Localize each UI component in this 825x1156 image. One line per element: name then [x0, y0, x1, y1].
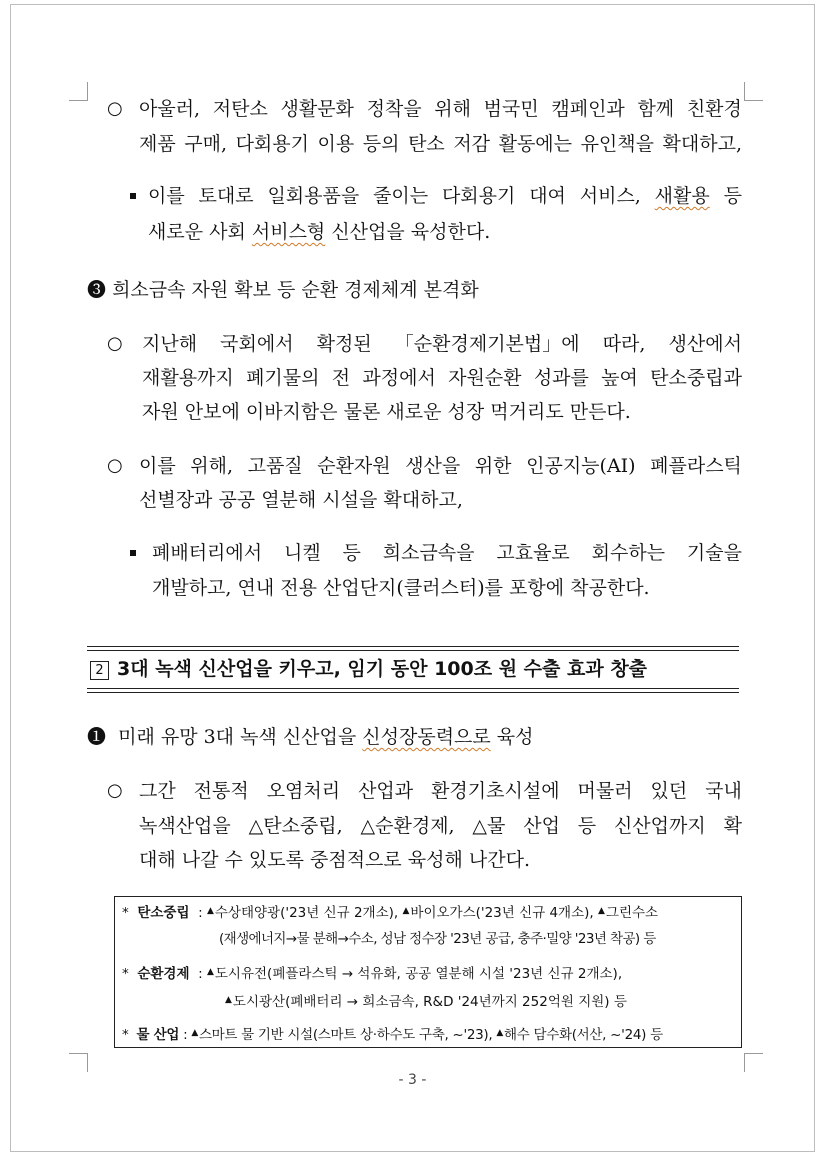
word: 등	[577, 815, 597, 837]
word: 희소금속을	[382, 542, 475, 564]
paragraph-line	[152, 539, 742, 567]
word: 지난해	[142, 333, 198, 355]
word: 국회에서	[220, 333, 294, 355]
word: 고효율로	[496, 542, 570, 564]
circle-bullet: ○	[107, 98, 123, 119]
note-carbon-cont: (재생에너지→물 분해→수소, 성남 정수장 '23년 공급, 충주·밀양 '23년 착공) 등	[219, 931, 656, 947]
word: 국내	[705, 780, 742, 802]
word: 저감	[453, 133, 491, 155]
word: 등	[342, 542, 361, 564]
word: 다회용기	[441, 185, 516, 207]
word: 산업과	[358, 780, 414, 802]
word: △탄소중립,	[248, 815, 343, 837]
crop-mark-bottom-left	[69, 1053, 88, 1072]
square-bullet	[130, 550, 136, 556]
word: 높여	[601, 367, 638, 389]
word: 등의	[362, 133, 400, 155]
note-box	[114, 896, 742, 1048]
word: 전통적	[193, 780, 249, 802]
word: 위해	[434, 98, 471, 120]
chapter-number: 2	[90, 661, 109, 680]
word: △순환경제,	[360, 815, 455, 837]
word: 환경기초시설에	[431, 780, 560, 802]
word: 녹색산업을	[139, 815, 231, 837]
square-bullet	[130, 193, 136, 199]
circle-bullet: ○	[107, 455, 123, 476]
word: 함께	[637, 98, 675, 120]
word: 과정에서	[362, 367, 436, 389]
word: 등	[723, 185, 742, 207]
divider	[87, 692, 739, 693]
paragraph-line: 개발하고, 연내 전용 산업단지(클러스터)를 포항에 착공한다.	[152, 577, 650, 599]
word: 재활용까지	[142, 367, 234, 389]
note-label: 순환경제	[137, 966, 190, 982]
word: 범국민	[483, 98, 539, 120]
section-heading: ❸ 희소금속 자원 확보 등 순환 경제체계 본격화	[87, 279, 479, 301]
triangle-icon: ▲	[402, 906, 410, 916]
word: 위한	[474, 455, 512, 477]
paragraph-line: 선별장과 공공 열분해 시설을 확대하고,	[139, 489, 463, 511]
word: 토대로	[198, 185, 254, 207]
paragraph-line	[142, 330, 742, 358]
circle-bullet: ○	[107, 780, 123, 801]
word: 성과를	[533, 367, 589, 389]
word: △물	[472, 815, 506, 837]
note-circular-cont: ▲도시광산(폐배터리 → 희소금속, R&D '24년까지 252억원 지원) 등	[225, 994, 627, 1010]
word: 전	[331, 367, 351, 389]
word: 그간	[139, 780, 176, 802]
number-badge: ❸	[87, 279, 107, 301]
word: 고품질	[247, 455, 303, 477]
word: 「순환경제기본법」에	[394, 333, 580, 355]
triangle-icon: ▲	[206, 906, 214, 916]
number-badge: ❶	[87, 726, 107, 748]
word: 다회용기	[235, 133, 309, 155]
word: 폐플라스틱	[650, 455, 742, 477]
word: 서비스,	[579, 185, 641, 207]
note-carbon: * 탄소중립 : ▲수상태양광('23년 신규 2개소), ▲바이오가스('23년 신규 4개소), ▲그린수소	[122, 905, 659, 921]
word: 기술을	[686, 542, 742, 564]
word: 이를	[139, 455, 176, 477]
word: 확정된	[316, 333, 372, 355]
spell-check-mark: 서비스형	[251, 221, 326, 243]
note-circular: * 순환경제 : ▲도시유전(폐플라스틱 → 석유화, 공공 열분해 시설 '23년 신규 2개소),	[122, 966, 623, 982]
word: 신산업까지	[613, 815, 706, 837]
crop-mark-top-right	[744, 82, 763, 101]
word: 정착을	[366, 98, 422, 120]
paragraph-line: 자원 안보에 이바지함은 물론 새로운 성장 먹거리도 만든다.	[142, 401, 631, 423]
divider	[87, 688, 739, 689]
chapter-heading: 2 3대 녹색 신산업을 키우고, 임기 동안 100조 원 수출 효과 창출	[90, 654, 647, 684]
page-number: - 3 -	[398, 1072, 427, 1088]
word: 일회용품을	[267, 185, 360, 207]
word: 위해,	[190, 455, 234, 477]
note-water: * 물 산업 : ▲스마트 물 기반 시설(스마트 상·하수도 구축, ~'23), ▲해수 담수화(서산, ~'24) 등	[122, 1027, 663, 1043]
paragraph-line	[139, 452, 742, 480]
word: 대여	[529, 185, 566, 207]
word: 확대하고,	[662, 133, 742, 155]
word: 이용	[317, 133, 355, 155]
divider	[87, 650, 739, 651]
word: 머물러	[577, 780, 633, 802]
paragraph-line	[139, 777, 742, 805]
word: 제품	[139, 133, 176, 155]
word: 있던	[650, 780, 688, 802]
divider	[87, 646, 739, 647]
word: 친환경	[686, 98, 742, 120]
paragraph-line	[139, 812, 742, 840]
triangle-icon: ▲	[496, 1028, 504, 1038]
paragraph-line: 대해 나갈 수 있도록 중점적으로 육성해 나간다.	[139, 849, 531, 871]
word: 자원순환	[448, 367, 522, 389]
word: 새활용	[654, 185, 710, 207]
word: 폐기물의	[246, 367, 320, 389]
paragraph-line	[148, 182, 742, 210]
circle-bullet: ○	[107, 333, 123, 354]
paragraph-line: 새로운 사회 서비스형 신산업을 육성한다.	[148, 221, 491, 243]
section-heading: ❶ 미래 유망 3대 녹색 신산업을 신성장동력으로 육성	[87, 726, 534, 748]
triangle-icon: ▲	[598, 906, 605, 916]
crop-mark-bottom-right	[744, 1053, 763, 1072]
word: 구매,	[184, 133, 228, 155]
word: 인공지능(AI)	[526, 455, 636, 477]
paragraph-line	[142, 364, 742, 392]
word: 따라,	[602, 333, 646, 355]
paragraph-line	[139, 95, 742, 123]
word: 활동에는	[498, 133, 573, 155]
word: 폐배터리에서	[152, 542, 263, 564]
crop-mark-top-left	[69, 82, 88, 101]
word: 탄소중립과	[650, 367, 742, 389]
word: 확	[723, 815, 742, 837]
word: 생산을	[405, 455, 461, 477]
paragraph-line	[139, 130, 742, 158]
word: 줄이는	[373, 185, 429, 207]
word: 오염처리	[266, 780, 341, 802]
note-label: 탄소중립	[137, 905, 190, 921]
triangle-icon: ▲	[206, 967, 214, 977]
word: 아울러,	[139, 98, 201, 120]
word: 저탄소	[212, 98, 268, 120]
word: 산업	[523, 815, 560, 837]
triangle-icon: ▲	[191, 1028, 198, 1038]
word: 유인책을	[580, 133, 654, 155]
word: 생산에서	[668, 333, 742, 355]
word: 생활문화	[280, 98, 354, 120]
spell-check-mark: 신성장동력으로	[362, 726, 491, 748]
word: 캠페인과	[551, 98, 625, 120]
word: 탄소	[408, 133, 445, 155]
note-label: 물 산업	[136, 1027, 180, 1043]
triangle-icon: ▲	[225, 995, 232, 1005]
word: 순환자원	[317, 455, 391, 477]
word: 이를	[148, 185, 185, 207]
word: 니켈	[283, 542, 321, 564]
word: 회수하는	[591, 542, 666, 564]
